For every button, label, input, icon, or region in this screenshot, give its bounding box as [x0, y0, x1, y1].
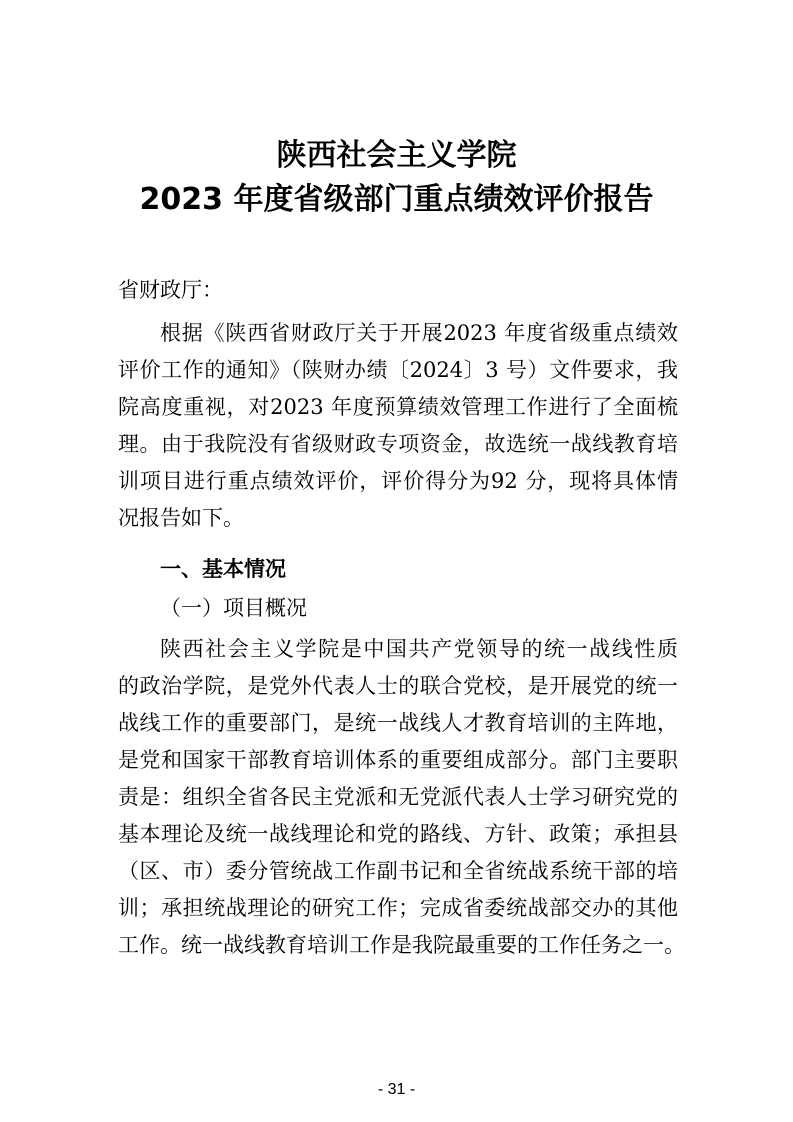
- paragraph2-line: 训；承担统战理论的研究工作；完成省委统战部交办的其他: [118, 896, 678, 920]
- document-title-line1: 陕西社会主义学院: [276, 138, 517, 173]
- paragraph2-line: 陕西社会主义学院是中国共产党领导的统一战线性质: [160, 637, 678, 661]
- paragraph1-line: 训项目进行重点绩效评价，评价得分为92 分，现将具体情: [118, 469, 678, 493]
- paragraph2-line: 是党和国家干部教育培训体系的重要组成部分。部门主要职: [118, 748, 678, 772]
- paragraph1-line: 院高度重视，对2023 年度预算绩效管理工作进行了全面梳: [118, 395, 678, 419]
- paragraph2-line: 战线工作的重要部门，是统一战线人才教育培训的主阵地，: [118, 711, 678, 735]
- salutation: 省财政厅：: [118, 278, 223, 302]
- page-number: - 31 -: [377, 1081, 416, 1098]
- paragraph1-line: 况报告如下。: [118, 506, 244, 530]
- paragraph1-line: 根据《陕西省财政厅关于开展2023 年度省级重点绩效: [160, 321, 678, 345]
- subsection-heading: （一）项目概况: [160, 596, 307, 620]
- section-heading: 一、基本情况: [160, 557, 286, 581]
- document-title-line2: 2023 年度省级部门重点绩效评价报告: [139, 182, 654, 217]
- paragraph1-line: 评价工作的通知》（陕财办绩〔2024〕3 号）文件要求，我: [118, 358, 678, 382]
- paragraph1-line: 理。由于我院没有省级财政专项资金，故选统一战线教育培: [118, 432, 678, 456]
- paragraph2-line: （区、市）委分管统战工作副书记和全省统战系统干部的培: [118, 859, 678, 883]
- paragraph2-line: 工作。统一战线教育培训工作是我院最重要的工作任务之一。: [118, 933, 685, 957]
- paragraph2-line: 的政治学院，是党外代表人士的联合党校，是开展党的统一: [118, 674, 678, 698]
- paragraph2-line: 责是：组织全省各民主党派和无党派代表人士学习研究党的: [118, 785, 678, 809]
- paragraph2-line: 基本理论及统一战线理论和党的路线、方针、政策；承担县: [118, 822, 678, 846]
